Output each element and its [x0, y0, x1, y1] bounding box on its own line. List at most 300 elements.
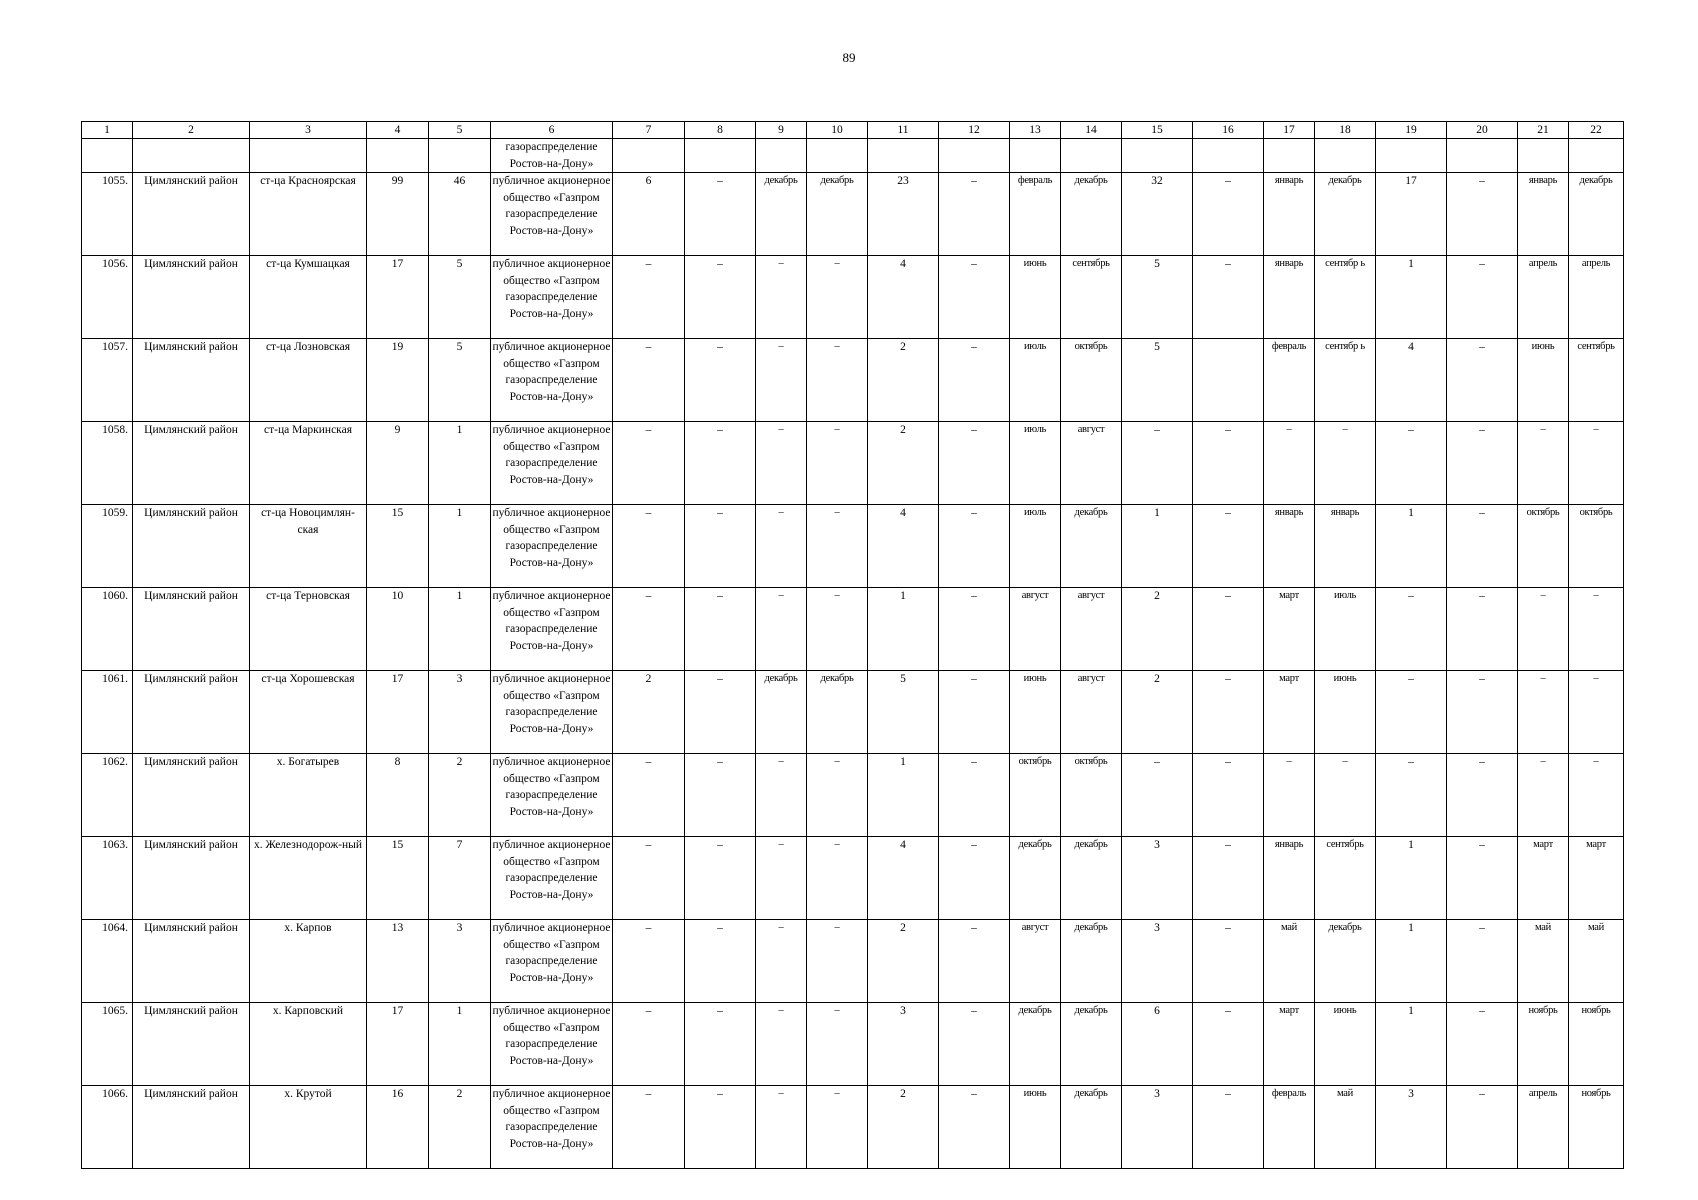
col-19-cell: – — [1376, 671, 1447, 754]
col-7-cell: – — [613, 588, 685, 671]
table-row — [82, 754, 1624, 837]
col-4-cell: 17 — [367, 671, 429, 754]
col-14-cell: август — [1061, 671, 1122, 754]
col-11-cell: 4 — [868, 256, 939, 339]
settlement-cell: ст-ца Кумшацкая — [250, 256, 367, 339]
col-5-cell: 3 — [429, 920, 491, 1003]
col-12-cell: – — [939, 505, 1010, 588]
col-15-cell: 3 — [1122, 1086, 1193, 1169]
col-20-cell: – — [1447, 256, 1518, 339]
settlement-cell: х. Карпов — [250, 920, 367, 1003]
col-7-cell: 2 — [613, 671, 685, 754]
col-8-cell: – — [685, 588, 756, 671]
district-cell: Цимлянский район — [133, 1086, 250, 1169]
col-18-cell: сентябр ь — [1315, 339, 1376, 422]
row-number-cell: 1062. — [82, 754, 133, 837]
col-19-cell: 1 — [1376, 920, 1447, 1003]
col-16-cell: – — [1193, 173, 1264, 256]
settlement-cell: х. Железнодорож-ный — [250, 837, 367, 920]
col-16-cell — [1193, 339, 1264, 422]
col-15-cell: 3 — [1122, 920, 1193, 1003]
column-number: 9 — [756, 122, 807, 139]
col-19-cell: 17 — [1376, 173, 1447, 256]
column-number: 17 — [1264, 122, 1315, 139]
col-12-cell: – — [939, 256, 1010, 339]
col-18-cell: – — [1315, 754, 1376, 837]
col-14-cell: август — [1061, 588, 1122, 671]
col-11-cell: 2 — [868, 1086, 939, 1169]
col-21-cell: – — [1518, 671, 1569, 754]
col-8-cell: – — [685, 754, 756, 837]
column-number: 16 — [1193, 122, 1264, 139]
col-12-cell: – — [939, 837, 1010, 920]
col-14-cell: август — [1061, 422, 1122, 505]
col-11-cell: 2 — [868, 339, 939, 422]
col-18-cell: декабрь — [1315, 173, 1376, 256]
col-21-cell: январь — [1518, 173, 1569, 256]
col-9-cell: – — [756, 920, 807, 1003]
continuation-row — [82, 139, 1624, 173]
col-4-cell: 17 — [367, 256, 429, 339]
col-16-cell: – — [1193, 1086, 1264, 1169]
col-16-cell: – — [1193, 671, 1264, 754]
row-number-cell: 1057. — [82, 339, 133, 422]
row-number-cell: 1064. — [82, 920, 133, 1003]
col-19-cell: – — [1376, 754, 1447, 837]
col-22-cell: – — [1569, 671, 1624, 754]
col-19-cell: 1 — [1376, 1003, 1447, 1086]
col-9-cell: декабрь — [756, 671, 807, 754]
col-5-cell: 2 — [429, 754, 491, 837]
col-9-cell: – — [756, 505, 807, 588]
settlement-cell: х. Карповский — [250, 1003, 367, 1086]
col-18-cell: – — [1315, 422, 1376, 505]
organization-cell: публичное акционерное общество «Газпром газораспределение Ростов-на-Дону» — [491, 173, 613, 256]
column-number: 19 — [1376, 122, 1447, 139]
organization-cell: публичное акционерное общество «Газпром газораспределение Ростов-на-Дону» — [491, 920, 613, 1003]
organization-cell: публичное акционерное общество «Газпром газораспределение Ростов-на-Дону» — [491, 754, 613, 837]
table-row — [82, 588, 1624, 671]
col-14-cell: октябрь — [1061, 754, 1122, 837]
col-12-cell: – — [939, 339, 1010, 422]
col-5-cell: 1 — [429, 1003, 491, 1086]
col-12-cell: – — [939, 754, 1010, 837]
col-9-cell: – — [756, 754, 807, 837]
col-11-cell: 23 — [868, 173, 939, 256]
col-15-cell: – — [1122, 754, 1193, 837]
column-number: 13 — [1010, 122, 1061, 139]
col-8-cell: – — [685, 1086, 756, 1169]
district-cell: Цимлянский район — [133, 173, 250, 256]
col-15-cell: 2 — [1122, 588, 1193, 671]
col-12-cell: – — [939, 1086, 1010, 1169]
organization-cell: публичное акционерное общество «Газпром газораспределение Ростов-на-Дону» — [491, 1086, 613, 1169]
col-10-cell: – — [807, 920, 868, 1003]
col-22-cell: ноябрь — [1569, 1086, 1624, 1169]
col-22-cell: ноябрь — [1569, 1003, 1624, 1086]
col-18-cell: май — [1315, 1086, 1376, 1169]
col-19-cell: 1 — [1376, 505, 1447, 588]
col-12-cell: – — [939, 920, 1010, 1003]
page-number: 89 — [842, 50, 856, 65]
settlement-cell: ст-ца Краснoярская — [250, 173, 367, 256]
col-16-cell: – — [1193, 754, 1264, 837]
col-21-cell: май — [1518, 920, 1569, 1003]
col-12-cell: – — [939, 422, 1010, 505]
row-number-cell: 1060. — [82, 588, 133, 671]
col-17-cell: май — [1264, 920, 1315, 1003]
settlement-cell: ст-ца Терновская — [250, 588, 367, 671]
col-8-cell: – — [685, 256, 756, 339]
row-number-cell: 1065. — [82, 1003, 133, 1086]
col-18-cell: июнь — [1315, 1003, 1376, 1086]
column-number: 3 — [250, 122, 367, 139]
col-14-cell: декабрь — [1061, 173, 1122, 256]
col-10-cell: – — [807, 422, 868, 505]
col-19-cell: 1 — [1376, 837, 1447, 920]
col-20-cell: – — [1447, 422, 1518, 505]
col-5-cell: 1 — [429, 588, 491, 671]
col-5-cell: 1 — [429, 505, 491, 588]
column-number: 5 — [429, 122, 491, 139]
col-20-cell: – — [1447, 588, 1518, 671]
col-7-cell: – — [613, 1003, 685, 1086]
col-16-cell: – — [1193, 256, 1264, 339]
district-cell: Цимлянский район — [133, 920, 250, 1003]
col-16-cell: – — [1193, 505, 1264, 588]
organization-cell: публичное акционерное общество «Газпром газораспределение Ростов-на-Дону» — [491, 422, 613, 505]
col-7-cell: – — [613, 339, 685, 422]
col-20-cell: – — [1447, 1003, 1518, 1086]
col-9-cell: – — [756, 588, 807, 671]
col-18-cell: декабрь — [1315, 920, 1376, 1003]
data-table — [81, 121, 1624, 1169]
col-17-cell: январь — [1264, 173, 1315, 256]
col-10-cell: – — [807, 505, 868, 588]
col-19-cell: – — [1376, 422, 1447, 505]
col-15-cell: 5 — [1122, 339, 1193, 422]
col-22-cell: октябрь — [1569, 505, 1624, 588]
table-row — [82, 256, 1624, 339]
col-13-cell: декабрь — [1010, 1003, 1061, 1086]
table-row — [82, 1086, 1624, 1169]
col-17-cell: – — [1264, 422, 1315, 505]
col-9-cell: – — [756, 837, 807, 920]
col-9-cell: – — [756, 1086, 807, 1169]
col-17-cell: март — [1264, 588, 1315, 671]
settlement-cell: х. Богатырев — [250, 754, 367, 837]
col-11-cell: 1 — [868, 754, 939, 837]
col-17-cell: февраль — [1264, 339, 1315, 422]
organization-cell: публичное акционерное общество «Газпром газораспределение Ростов-на-Дону» — [491, 1003, 613, 1086]
table-row — [82, 920, 1624, 1003]
col-11-cell: 3 — [868, 1003, 939, 1086]
district-cell: Цимлянский район — [133, 256, 250, 339]
organization-cell: публичное акционерное общество «Газпром газораспределение Ростов-на-Дону» — [491, 588, 613, 671]
col-10-cell: – — [807, 837, 868, 920]
col-14-cell: декабрь — [1061, 505, 1122, 588]
col-5-cell: 1 — [429, 422, 491, 505]
district-cell: Цимлянский район — [133, 837, 250, 920]
col-10-cell: – — [807, 1086, 868, 1169]
col-7-cell: 6 — [613, 173, 685, 256]
col-9-cell: – — [756, 339, 807, 422]
col-13-cell: июль — [1010, 422, 1061, 505]
organization-cell: газораспределение Ростов-на-Дону» — [491, 139, 613, 173]
col-8-cell: – — [685, 339, 756, 422]
column-number: 7 — [613, 122, 685, 139]
col-22-cell: апрель — [1569, 256, 1624, 339]
col-10-cell: декабрь — [807, 671, 868, 754]
row-number-cell: 1061. — [82, 671, 133, 754]
settlement-cell: ст-ца Лозновская — [250, 339, 367, 422]
col-21-cell: апрель — [1518, 256, 1569, 339]
col-18-cell: сентябр ь — [1315, 256, 1376, 339]
column-number: 21 — [1518, 122, 1569, 139]
row-number-cell: 1063. — [82, 837, 133, 920]
column-number: 15 — [1122, 122, 1193, 139]
column-number: 4 — [367, 122, 429, 139]
col-7-cell: – — [613, 422, 685, 505]
col-18-cell: июль — [1315, 588, 1376, 671]
col-9-cell: – — [756, 422, 807, 505]
table-row — [82, 422, 1624, 505]
col-13-cell: октябрь — [1010, 754, 1061, 837]
column-number-row — [82, 122, 1624, 139]
col-7-cell: – — [613, 1086, 685, 1169]
column-number: 6 — [491, 122, 613, 139]
col-4-cell: 9 — [367, 422, 429, 505]
col-10-cell: – — [807, 339, 868, 422]
col-20-cell: – — [1447, 920, 1518, 1003]
col-21-cell: – — [1518, 754, 1569, 837]
col-7-cell: – — [613, 920, 685, 1003]
col-16-cell: – — [1193, 837, 1264, 920]
col-12-cell: – — [939, 173, 1010, 256]
organization-cell: публичное акционерное общество «Газпром газораспределение Ростов-на-Дону» — [491, 505, 613, 588]
row-number-cell: 1059. — [82, 505, 133, 588]
col-8-cell: – — [685, 671, 756, 754]
col-16-cell: – — [1193, 1003, 1264, 1086]
col-17-cell: январь — [1264, 837, 1315, 920]
col-14-cell: октябрь — [1061, 339, 1122, 422]
district-cell: Цимлянский район — [133, 505, 250, 588]
col-13-cell: август — [1010, 588, 1061, 671]
col-11-cell: 5 — [868, 671, 939, 754]
col-5-cell: 46 — [429, 173, 491, 256]
col-8-cell: – — [685, 1003, 756, 1086]
table-row — [82, 671, 1624, 754]
row-number-cell: 1058. — [82, 422, 133, 505]
column-number: 8 — [685, 122, 756, 139]
col-21-cell: март — [1518, 837, 1569, 920]
col-15-cell: 2 — [1122, 671, 1193, 754]
col-7-cell: – — [613, 837, 685, 920]
col-11-cell: 1 — [868, 588, 939, 671]
col-13-cell: июнь — [1010, 671, 1061, 754]
col-15-cell: – — [1122, 422, 1193, 505]
col-22-cell: март — [1569, 837, 1624, 920]
col-8-cell: – — [685, 173, 756, 256]
col-10-cell: – — [807, 588, 868, 671]
col-14-cell: декабрь — [1061, 920, 1122, 1003]
col-18-cell: январь — [1315, 505, 1376, 588]
col-16-cell: – — [1193, 422, 1264, 505]
col-7-cell: – — [613, 256, 685, 339]
column-number: 12 — [939, 122, 1010, 139]
col-20-cell: – — [1447, 754, 1518, 837]
organization-cell: публичное акционерное общество «Газпром газораспределение Ростов-на-Дону» — [491, 256, 613, 339]
col-11-cell: 2 — [868, 920, 939, 1003]
column-number: 20 — [1447, 122, 1518, 139]
column-number: 2 — [133, 122, 250, 139]
col-14-cell: сентябрь — [1061, 256, 1122, 339]
district-cell: Цимлянский район — [133, 339, 250, 422]
col-19-cell: 4 — [1376, 339, 1447, 422]
col-15-cell: 1 — [1122, 505, 1193, 588]
table-row — [82, 173, 1624, 256]
district-cell: Цимлянский район — [133, 671, 250, 754]
col-22-cell: декабрь — [1569, 173, 1624, 256]
organization-cell: публичное акционерное общество «Газпром газораспределение Ростов-на-Дону» — [491, 339, 613, 422]
row-number-cell: 1066. — [82, 1086, 133, 1169]
organization-cell: публичное акционерное общество «Газпром газораспределение Ростов-на-Дону» — [491, 837, 613, 920]
col-14-cell: декабрь — [1061, 1003, 1122, 1086]
col-15-cell: 5 — [1122, 256, 1193, 339]
col-16-cell: – — [1193, 588, 1264, 671]
col-8-cell: – — [685, 422, 756, 505]
col-18-cell: июнь — [1315, 671, 1376, 754]
col-14-cell: декабрь — [1061, 837, 1122, 920]
col-22-cell: май — [1569, 920, 1624, 1003]
col-17-cell: март — [1264, 1003, 1315, 1086]
row-number-cell: 1055. — [82, 173, 133, 256]
col-10-cell: – — [807, 1003, 868, 1086]
col-17-cell: январь — [1264, 505, 1315, 588]
col-22-cell: сентябрь — [1569, 339, 1624, 422]
col-7-cell: – — [613, 754, 685, 837]
col-20-cell: – — [1447, 837, 1518, 920]
col-13-cell: июль — [1010, 339, 1061, 422]
col-4-cell: 15 — [367, 837, 429, 920]
col-9-cell: – — [756, 256, 807, 339]
col-4-cell: 15 — [367, 505, 429, 588]
col-21-cell: ноябрь — [1518, 1003, 1569, 1086]
col-4-cell: 13 — [367, 920, 429, 1003]
col-21-cell: октябрь — [1518, 505, 1569, 588]
col-7-cell: – — [613, 505, 685, 588]
col-10-cell: декабрь — [807, 173, 868, 256]
col-8-cell: – — [685, 837, 756, 920]
settlement-cell: ст-ца Маркинская — [250, 422, 367, 505]
col-19-cell: – — [1376, 588, 1447, 671]
column-number: 11 — [868, 122, 939, 139]
table-row — [82, 505, 1624, 588]
col-18-cell: сентябрь — [1315, 837, 1376, 920]
col-11-cell: 4 — [868, 837, 939, 920]
col-5-cell: 5 — [429, 339, 491, 422]
col-13-cell: февраль — [1010, 173, 1061, 256]
col-5-cell: 5 — [429, 256, 491, 339]
col-4-cell: 8 — [367, 754, 429, 837]
district-cell: Цимлянский район — [133, 1003, 250, 1086]
col-12-cell: – — [939, 1003, 1010, 1086]
col-20-cell: – — [1447, 671, 1518, 754]
table-row — [82, 837, 1624, 920]
table-row — [82, 1003, 1624, 1086]
column-number: 10 — [807, 122, 868, 139]
col-15-cell: 3 — [1122, 837, 1193, 920]
col-13-cell: декабрь — [1010, 837, 1061, 920]
col-4-cell: 16 — [367, 1086, 429, 1169]
col-22-cell: – — [1569, 422, 1624, 505]
col-20-cell: – — [1447, 339, 1518, 422]
col-12-cell: – — [939, 588, 1010, 671]
col-4-cell: 99 — [367, 173, 429, 256]
col-12-cell: – — [939, 671, 1010, 754]
col-5-cell: 7 — [429, 837, 491, 920]
col-14-cell: декабрь — [1061, 1086, 1122, 1169]
col-8-cell: – — [685, 505, 756, 588]
column-number: 18 — [1315, 122, 1376, 139]
column-number: 1 — [82, 122, 133, 139]
col-21-cell: – — [1518, 588, 1569, 671]
col-19-cell: 3 — [1376, 1086, 1447, 1169]
settlement-cell: х. Крутой — [250, 1086, 367, 1169]
col-4-cell: 17 — [367, 1003, 429, 1086]
row-number-cell: 1056. — [82, 256, 133, 339]
col-22-cell: – — [1569, 754, 1624, 837]
district-cell: Цимлянский район — [133, 422, 250, 505]
col-13-cell: июль — [1010, 505, 1061, 588]
column-number: 22 — [1569, 122, 1624, 139]
col-10-cell: – — [807, 754, 868, 837]
col-19-cell: 1 — [1376, 256, 1447, 339]
col-20-cell: – — [1447, 173, 1518, 256]
col-17-cell: февраль — [1264, 1086, 1315, 1169]
col-17-cell: март — [1264, 671, 1315, 754]
col-15-cell: 32 — [1122, 173, 1193, 256]
col-21-cell: – — [1518, 422, 1569, 505]
col-22-cell: – — [1569, 588, 1624, 671]
col-4-cell: 19 — [367, 339, 429, 422]
col-13-cell: июнь — [1010, 256, 1061, 339]
column-number: 14 — [1061, 122, 1122, 139]
col-13-cell: июнь — [1010, 1086, 1061, 1169]
col-9-cell: декабрь — [756, 173, 807, 256]
col-8-cell: – — [685, 920, 756, 1003]
district-cell: Цимлянский район — [133, 588, 250, 671]
col-5-cell: 3 — [429, 671, 491, 754]
table-row — [82, 339, 1624, 422]
col-11-cell: 2 — [868, 422, 939, 505]
col-21-cell: апрель — [1518, 1086, 1569, 1169]
col-17-cell: – — [1264, 754, 1315, 837]
col-11-cell: 4 — [868, 505, 939, 588]
col-20-cell: – — [1447, 1086, 1518, 1169]
col-10-cell: – — [807, 256, 868, 339]
organization-cell: публичное акционерное общество «Газпром газораспределение Ростов-на-Дону» — [491, 671, 613, 754]
col-13-cell: август — [1010, 920, 1061, 1003]
col-15-cell: 6 — [1122, 1003, 1193, 1086]
col-20-cell: – — [1447, 505, 1518, 588]
col-5-cell: 2 — [429, 1086, 491, 1169]
col-16-cell: – — [1193, 920, 1264, 1003]
col-9-cell: – — [756, 1003, 807, 1086]
col-17-cell: январь — [1264, 256, 1315, 339]
settlement-cell: ст-ца Хорошевская — [250, 671, 367, 754]
district-cell: Цимлянский район — [133, 754, 250, 837]
